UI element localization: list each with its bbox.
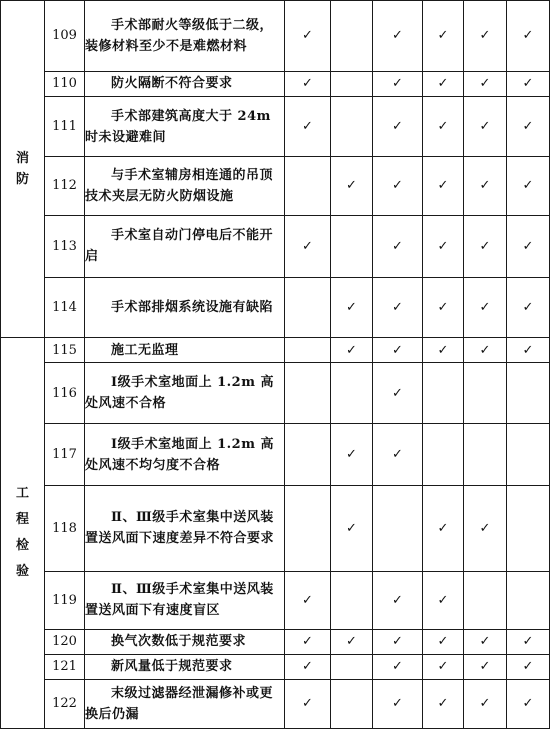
table-row [1,215,550,277]
empty-mark-cell [331,71,373,96]
check-mark-cell [507,157,550,215]
check-icon: ✓ [302,696,313,712]
empty-mark-cell [331,1,373,72]
check-icon: ✓ [437,520,449,536]
check-icon: ✓ [392,696,403,712]
table-body [1,1,550,729]
item-number: 122 [45,679,85,728]
item-number: 112 [45,157,85,215]
check-icon: ✓ [392,634,403,650]
check-icon: ✓ [479,28,491,44]
item-description: Ⅱ、Ⅲ级手术室集中送风装置送风面下有速度盲区 [85,571,285,629]
item-description: 手术室自动门停电后不能开启 [85,215,285,277]
category-char: 检 [15,538,29,554]
check-mark-cell [507,215,550,277]
item-description: Ⅰ级手术室地面上 1.2m 高处风速不均匀度不合格 [85,423,285,485]
check-icon: ✓ [479,520,491,536]
empty-mark-cell [507,423,550,485]
check-icon: ✓ [437,300,449,316]
check-mark-cell [373,654,423,679]
empty-mark-cell [507,363,550,423]
check-mark-cell [423,629,464,654]
check-mark-cell [331,423,373,485]
check-mark-cell [464,486,507,571]
check-icon: ✓ [346,300,357,316]
empty-mark-cell [331,679,373,728]
empty-mark-cell [423,423,464,485]
check-mark-cell [507,278,550,338]
empty-mark-cell [331,363,373,423]
check-mark-cell [423,96,464,156]
check-icon: ✓ [522,659,534,675]
check-icon: ✓ [437,178,449,194]
check-icon: ✓ [392,659,403,675]
item-number: 114 [45,278,85,338]
table-row [1,679,550,728]
check-icon: ✓ [392,28,403,44]
check-mark-cell [373,363,423,423]
check-mark-cell [285,96,331,156]
item-description: 新风量低于规范要求 [85,654,285,679]
check-mark-cell [331,338,373,363]
check-icon: ✓ [302,634,313,650]
check-mark-cell [464,338,507,363]
check-mark-cell [373,629,423,654]
item-description: Ⅰ级手术室地面上 1.2m 高处风速不合格 [85,363,285,423]
check-icon: ✓ [522,178,534,194]
check-mark-cell [373,1,423,72]
table-row [1,157,550,215]
check-mark-cell [285,71,331,96]
check-icon: ✓ [479,300,491,316]
check-mark-cell [507,654,550,679]
item-number: 115 [45,338,85,363]
check-icon: ✓ [479,696,491,712]
check-mark-cell [423,157,464,215]
check-icon: ✓ [392,342,403,358]
check-icon: ✓ [479,178,491,194]
check-icon: ✓ [522,76,534,92]
check-mark-cell [507,629,550,654]
check-icon: ✓ [437,76,449,92]
check-icon: ✓ [522,696,534,712]
item-description: 手术部建筑高度大于 24m 时未设避难间 [85,96,285,156]
check-mark-cell [464,96,507,156]
check-icon: ✓ [479,119,491,134]
empty-mark-cell [285,338,331,363]
check-mark-cell [464,1,507,72]
check-icon: ✓ [392,76,403,92]
check-icon: ✓ [522,300,534,316]
check-mark-cell [423,338,464,363]
check-icon: ✓ [437,696,449,712]
check-mark-cell [464,278,507,338]
check-mark-cell [331,629,373,654]
empty-mark-cell [331,654,373,679]
check-icon: ✓ [522,238,534,254]
table-row [1,629,550,654]
check-icon: ✓ [346,342,357,358]
check-icon: ✓ [479,659,491,675]
table-row [1,363,550,423]
check-mark-cell [373,215,423,277]
check-icon: ✓ [479,238,491,254]
category-cell [1,1,45,338]
check-icon: ✓ [437,659,449,675]
check-icon: ✓ [437,238,449,254]
empty-mark-cell [285,157,331,215]
item-number: 117 [45,423,85,485]
check-icon: ✓ [392,385,403,401]
item-description: 换气次数低于规范要求 [85,629,285,654]
check-icon: ✓ [302,659,313,675]
check-icon: ✓ [346,520,357,536]
table-row [1,654,550,679]
check-icon: ✓ [437,28,449,44]
empty-mark-cell [285,423,331,485]
check-icon: ✓ [437,634,449,650]
check-mark-cell [464,654,507,679]
check-icon: ✓ [392,119,403,134]
check-mark-cell [331,157,373,215]
table-row [1,278,550,338]
item-number: 111 [45,96,85,156]
check-mark-cell [423,486,464,571]
check-icon: ✓ [302,238,313,254]
empty-mark-cell [285,363,331,423]
check-icon: ✓ [392,592,403,608]
empty-mark-cell [464,571,507,629]
check-mark-cell [373,679,423,728]
item-description: 手术部排烟系统设施有缺陷 [85,278,285,338]
check-icon: ✓ [522,342,534,358]
category-cell [1,338,45,729]
check-mark-cell [464,679,507,728]
check-mark-cell [464,71,507,96]
check-mark-cell [373,423,423,485]
empty-mark-cell [507,571,550,629]
check-mark-cell [331,278,373,338]
check-mark-cell [507,679,550,728]
check-icon: ✓ [346,634,357,650]
empty-mark-cell [423,363,464,423]
check-icon: ✓ [346,447,357,463]
item-description: 手术部耐火等级低于二级，装修材料至少不是难燃材料 [85,1,285,72]
check-icon: ✓ [479,342,491,358]
item-description: 防火隔断不符合要求 [85,71,285,96]
table-row [1,1,550,72]
check-icon: ✓ [522,119,534,134]
check-icon: ✓ [392,238,403,254]
check-icon: ✓ [437,592,449,608]
check-mark-cell [423,71,464,96]
check-icon: ✓ [392,178,403,194]
item-number: 110 [45,71,85,96]
empty-mark-cell [331,215,373,277]
check-mark-cell [423,278,464,338]
check-icon: ✓ [302,592,313,608]
check-mark-cell [285,654,331,679]
check-mark-cell [507,1,550,72]
check-icon: ✓ [302,119,313,134]
check-mark-cell [423,654,464,679]
empty-mark-cell [464,423,507,485]
check-icon: ✓ [346,178,357,194]
check-mark-cell [507,96,550,156]
item-description: 末级过滤器经泄漏修补或更换后仍漏 [85,679,285,728]
check-icon: ✓ [392,300,403,316]
empty-mark-cell [285,278,331,338]
table-row [1,423,550,485]
empty-mark-cell [464,363,507,423]
check-mark-cell [285,1,331,72]
category-char: 工 [15,486,29,502]
table-row [1,486,550,571]
check-icon: ✓ [302,76,313,92]
check-mark-cell [464,157,507,215]
empty-mark-cell [331,571,373,629]
check-mark-cell [285,679,331,728]
item-description: Ⅱ、Ⅲ级手术室集中送风装置送风面下速度差异不符合要求 [85,486,285,571]
item-description: 与手术室辅房相连通的吊顶技术夹层无防火防烟设施 [85,157,285,215]
check-mark-cell [464,215,507,277]
check-mark-cell [464,629,507,654]
check-mark-cell [285,215,331,277]
item-number: 119 [45,571,85,629]
item-number: 116 [45,363,85,423]
category-char: 验 [15,564,29,580]
table-row [1,71,550,96]
check-icon: ✓ [437,342,449,358]
item-description: 施工无监理 [85,338,285,363]
check-icon: ✓ [479,76,491,92]
check-mark-cell [331,486,373,571]
check-mark-cell [507,338,550,363]
check-icon: ✓ [392,447,403,463]
check-icon: ✓ [522,634,534,650]
check-icon: ✓ [302,28,313,44]
check-mark-cell [423,1,464,72]
check-icon: ✓ [522,28,534,44]
check-mark-cell [285,571,331,629]
empty-mark-cell [331,96,373,156]
check-mark-cell [373,571,423,629]
item-number: 118 [45,486,85,571]
check-mark-cell [373,338,423,363]
item-number: 113 [45,215,85,277]
item-number: 120 [45,629,85,654]
empty-mark-cell [285,486,331,571]
table-row [1,571,550,629]
check-icon: ✓ [479,634,491,650]
check-mark-cell [507,71,550,96]
check-mark-cell [373,71,423,96]
check-mark-cell [423,215,464,277]
check-mark-cell [373,96,423,156]
category-char: 程 [15,512,29,528]
check-mark-cell [373,157,423,215]
table-row [1,96,550,156]
item-number: 121 [45,654,85,679]
check-mark-cell [423,571,464,629]
check-mark-cell [423,679,464,728]
check-mark-cell [285,629,331,654]
check-icon: ✓ [437,119,449,134]
empty-mark-cell [373,486,423,571]
empty-mark-cell [507,486,550,571]
category-char: 消 [15,151,29,167]
category-char: 防 [15,172,29,188]
table-row [1,338,550,363]
check-mark-cell [373,278,423,338]
item-number: 109 [45,1,85,72]
